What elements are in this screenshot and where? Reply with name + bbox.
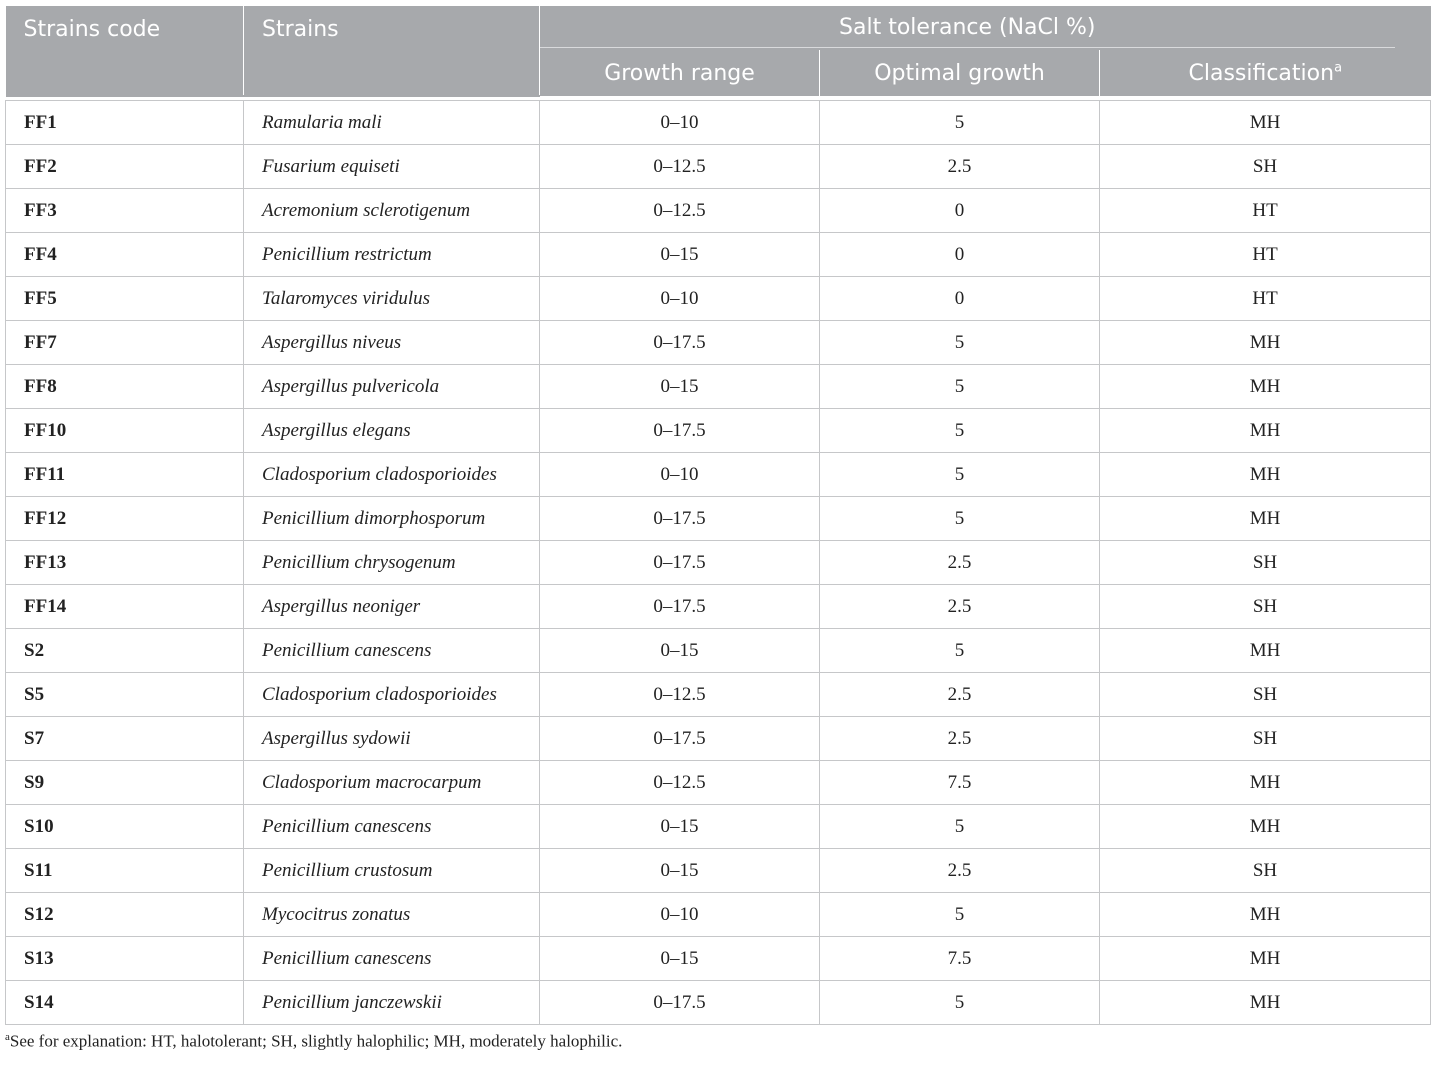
cell-optimal-growth: 2.5 xyxy=(820,717,1100,761)
cell-optimal-growth: 5 xyxy=(820,893,1100,937)
cell-strain-name: Aspergillus sydowii xyxy=(244,717,540,761)
cell-strain-code: S5 xyxy=(6,673,244,717)
cell-growth-range: 0–15 xyxy=(540,365,820,409)
cell-optimal-growth: 2.5 xyxy=(820,849,1100,893)
table-row xyxy=(6,365,1431,409)
cell-strain-code: S10 xyxy=(6,805,244,849)
cell-strain-name: Penicillium canescens xyxy=(244,805,540,849)
cell-optimal-growth: 5 xyxy=(820,497,1100,541)
cell-strain-code: S11 xyxy=(6,849,244,893)
cell-strain-code: FF5 xyxy=(6,277,244,321)
table-row xyxy=(6,849,1431,893)
cell-classification: HT xyxy=(1100,233,1431,277)
cell-strain-code: FF3 xyxy=(6,189,244,233)
cell-optimal-growth: 2.5 xyxy=(820,585,1100,629)
cell-growth-range: 0–15 xyxy=(540,849,820,893)
header-classification-label: Classification xyxy=(1188,60,1335,86)
cell-strain-name: Acremonium sclerotigenum xyxy=(244,189,540,233)
cell-growth-range: 0–12.5 xyxy=(540,673,820,717)
cell-optimal-growth: 5 xyxy=(820,101,1100,145)
cell-strain-code: S2 xyxy=(6,629,244,673)
cell-strain-name: Cladosporium macrocarpum xyxy=(244,761,540,805)
cell-growth-range: 0–17.5 xyxy=(540,585,820,629)
cell-classification: SH xyxy=(1100,541,1431,585)
cell-classification: MH xyxy=(1100,805,1431,849)
cell-strain-code: FF10 xyxy=(6,409,244,453)
cell-strain-code: S7 xyxy=(6,717,244,761)
table-footnote xyxy=(5,1031,1430,1052)
cell-optimal-growth: 5 xyxy=(820,453,1100,497)
cell-strain-name: Penicillium restrictum xyxy=(244,233,540,277)
cell-strain-code: FF7 xyxy=(6,321,244,365)
cell-strain-name: Cladosporium cladosporioides xyxy=(244,453,540,497)
cell-growth-range: 0–12.5 xyxy=(540,761,820,805)
cell-strain-code: FF11 xyxy=(6,453,244,497)
cell-growth-range: 0–17.5 xyxy=(540,409,820,453)
table-body xyxy=(6,101,1431,1025)
cell-optimal-growth: 5 xyxy=(820,409,1100,453)
salt-tolerance-table xyxy=(5,6,1431,1025)
cell-strain-code: FF8 xyxy=(6,365,244,409)
cell-optimal-growth: 2.5 xyxy=(820,673,1100,717)
cell-strain-code: S14 xyxy=(6,981,244,1025)
header-growth-range: Growth range xyxy=(540,50,820,96)
cell-classification: MH xyxy=(1100,893,1431,937)
cell-optimal-growth: 5 xyxy=(820,321,1100,365)
cell-optimal-growth: 7.5 xyxy=(820,937,1100,981)
cell-strain-name: Aspergillus neoniger xyxy=(244,585,540,629)
cell-classification: MH xyxy=(1100,629,1431,673)
cell-strain-name: Aspergillus elegans xyxy=(244,409,540,453)
cell-growth-range: 0–17.5 xyxy=(540,717,820,761)
cell-growth-range: 0–17.5 xyxy=(540,321,820,365)
cell-strain-name: Aspergillus pulvericola xyxy=(244,365,540,409)
cell-strain-name: Mycocitrus zonatus xyxy=(244,893,540,937)
header-strains: Strains xyxy=(244,6,540,96)
cell-optimal-growth: 5 xyxy=(820,981,1100,1025)
header-optimal-growth: Optimal growth xyxy=(820,50,1100,96)
cell-growth-range: 0–12.5 xyxy=(540,145,820,189)
cell-optimal-growth: 5 xyxy=(820,805,1100,849)
cell-growth-range: 0–15 xyxy=(540,805,820,849)
cell-classification: MH xyxy=(1100,761,1431,805)
cell-classification: SH xyxy=(1100,849,1431,893)
table-row xyxy=(6,673,1431,717)
cell-strain-name: Penicillium chrysogenum xyxy=(244,541,540,585)
table-row xyxy=(6,761,1431,805)
cell-growth-range: 0–17.5 xyxy=(540,981,820,1025)
table-row xyxy=(6,717,1431,761)
table-row xyxy=(6,497,1431,541)
cell-classification: MH xyxy=(1100,497,1431,541)
cell-strain-code: S13 xyxy=(6,937,244,981)
cell-strain-code: FF13 xyxy=(6,541,244,585)
cell-classification: HT xyxy=(1100,277,1431,321)
footnote-text: See for explanation: HT, halotolerant; SH, slightly halophilic; MH, moderately halophilic. xyxy=(9,1031,623,1051)
cell-growth-range: 0–10 xyxy=(540,101,820,145)
table-row xyxy=(6,981,1431,1025)
table-container xyxy=(5,6,1430,1052)
cell-growth-range: 0–15 xyxy=(540,629,820,673)
cell-strain-code: FF12 xyxy=(6,497,244,541)
table-row xyxy=(6,189,1431,233)
table-row xyxy=(6,277,1431,321)
cell-optimal-growth: 0 xyxy=(820,189,1100,233)
table-row xyxy=(6,805,1431,849)
cell-strain-name: Penicillium canescens xyxy=(244,629,540,673)
cell-strain-code: FF4 xyxy=(6,233,244,277)
cell-optimal-growth: 2.5 xyxy=(820,541,1100,585)
cell-strain-code: FF1 xyxy=(6,101,244,145)
table-row xyxy=(6,409,1431,453)
table-row xyxy=(6,541,1431,585)
table-row xyxy=(6,233,1431,277)
footnote-marker: a xyxy=(5,1031,10,1043)
table-row xyxy=(6,937,1431,981)
cell-classification: MH xyxy=(1100,937,1431,981)
header-classification-footnote-marker: a xyxy=(1334,60,1343,76)
cell-optimal-growth: 5 xyxy=(820,629,1100,673)
cell-strain-code: S9 xyxy=(6,761,244,805)
cell-classification: HT xyxy=(1100,189,1431,233)
cell-growth-range: 0–10 xyxy=(540,277,820,321)
table-header xyxy=(6,6,1431,101)
cell-classification: MH xyxy=(1100,101,1431,145)
cell-strain-name: Talaromyces viridulus xyxy=(244,277,540,321)
cell-optimal-growth: 7.5 xyxy=(820,761,1100,805)
table-row xyxy=(6,101,1431,145)
table-row xyxy=(6,453,1431,497)
cell-strain-name: Aspergillus niveus xyxy=(244,321,540,365)
cell-classification: MH xyxy=(1100,981,1431,1025)
cell-growth-range: 0–10 xyxy=(540,453,820,497)
cell-classification: SH xyxy=(1100,585,1431,629)
cell-strain-name: Ramularia mali xyxy=(244,101,540,145)
cell-classification: MH xyxy=(1100,365,1431,409)
cell-optimal-growth: 0 xyxy=(820,233,1100,277)
cell-strain-code: S12 xyxy=(6,893,244,937)
table-row xyxy=(6,145,1431,189)
cell-classification: SH xyxy=(1100,717,1431,761)
cell-growth-range: 0–17.5 xyxy=(540,541,820,585)
header-salt-tolerance-label: Salt tolerance (NaCl %) xyxy=(540,9,1395,48)
cell-classification: MH xyxy=(1100,409,1431,453)
cell-growth-range: 0–10 xyxy=(540,893,820,937)
table-row xyxy=(6,321,1431,365)
cell-strain-name: Penicillium crustosum xyxy=(244,849,540,893)
cell-optimal-growth: 2.5 xyxy=(820,145,1100,189)
header-classification xyxy=(1100,50,1431,96)
cell-strain-name: Penicillium janczewskii xyxy=(244,981,540,1025)
header-strains-code: Strains code xyxy=(6,6,244,96)
table-row xyxy=(6,893,1431,937)
cell-strain-code: FF14 xyxy=(6,585,244,629)
cell-classification: SH xyxy=(1100,145,1431,189)
table-row xyxy=(6,585,1431,629)
cell-growth-range: 0–12.5 xyxy=(540,189,820,233)
cell-classification: MH xyxy=(1100,453,1431,497)
cell-growth-range: 0–15 xyxy=(540,937,820,981)
cell-optimal-growth: 5 xyxy=(820,365,1100,409)
cell-strain-name: Fusarium equiseti xyxy=(244,145,540,189)
cell-growth-range: 0–17.5 xyxy=(540,497,820,541)
cell-classification: MH xyxy=(1100,321,1431,365)
cell-strain-name: Penicillium dimorphosporum xyxy=(244,497,540,541)
cell-strain-code: FF2 xyxy=(6,145,244,189)
cell-strain-name: Cladosporium cladosporioides xyxy=(244,673,540,717)
cell-classification: SH xyxy=(1100,673,1431,717)
header-salt-tolerance-group xyxy=(540,6,1431,50)
cell-growth-range: 0–15 xyxy=(540,233,820,277)
cell-optimal-growth: 0 xyxy=(820,277,1100,321)
table-row xyxy=(6,629,1431,673)
cell-strain-name: Penicillium canescens xyxy=(244,937,540,981)
